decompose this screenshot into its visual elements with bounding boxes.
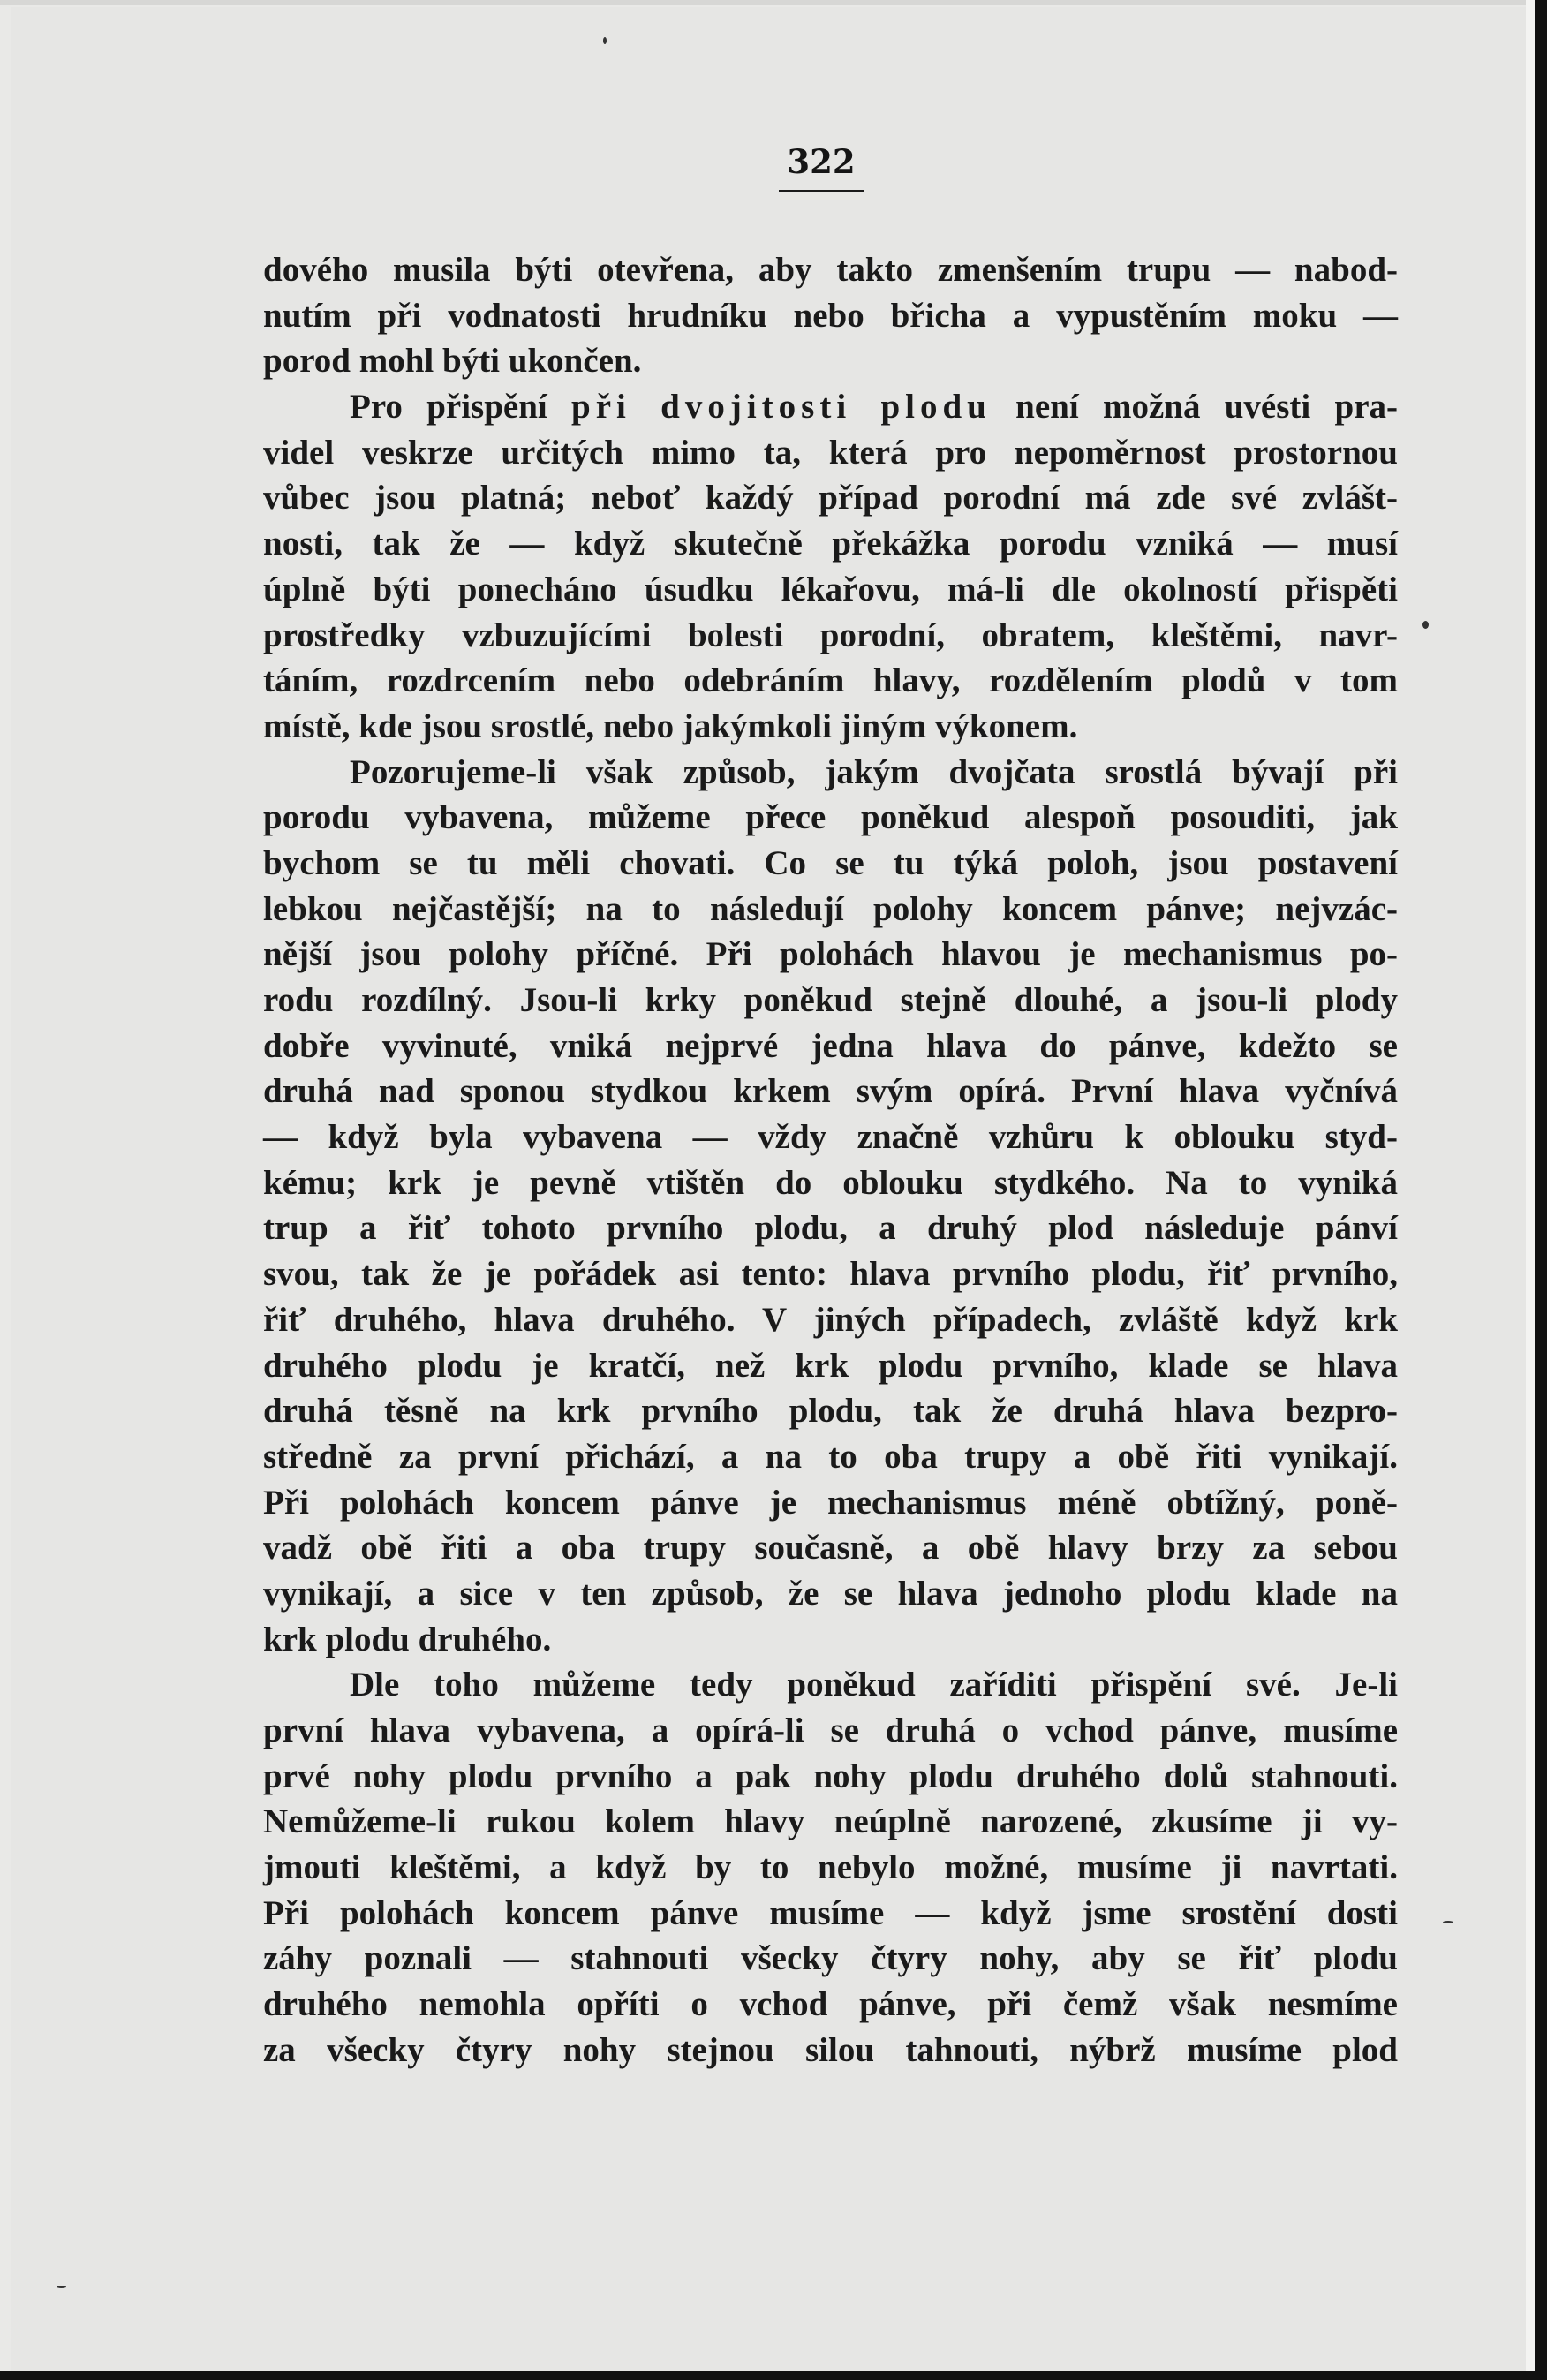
scan-edge-right — [1535, 0, 1547, 2380]
body-text — [263, 247, 1398, 2074]
text-line: první hlava vybavena, a opírá-li se druhá o vchod pánve, musíme — [263, 1711, 1398, 1749]
text-line: jmouti kleštěmi, a když by to nebylo možné, musíme ji navrtati. — [263, 1848, 1398, 1887]
text-line: dobře vyvinuté, vniká nejprvé jedna hlava do pánve, kdežto se — [263, 1026, 1398, 1065]
text-line: lebkou nejčastější; na to následují polohy koncem pánve; nejvzác- — [263, 889, 1398, 928]
page-number: 322 — [787, 142, 856, 181]
scan-edge-right-gap — [1526, 0, 1535, 2380]
text-line: svou, tak že je pořádek asi tento: hlava prvního plodu, řiť prvního, — [263, 1255, 1398, 1294]
text-line: úplně býti ponecháno úsudku lékařovu, má-li dle okolností přispěti — [263, 570, 1398, 608]
text-line: krk plodu druhého. — [263, 1620, 552, 1658]
text-line: druhého nemohla opříti o vchod pánve, při čemž však nesmíme — [263, 1985, 1398, 2024]
text-line: bychom se tu měli chovati. Co se tu týká poloh, jsou postavení — [263, 843, 1398, 882]
text-segment: není možná uvésti pra- — [991, 388, 1398, 427]
text-line: táním, rozdrcením nebo odebráním hlavy, rozdělením plodů v tom — [263, 661, 1398, 700]
scan-speck — [57, 2286, 66, 2288]
scan-edge-bottom — [0, 2371, 1547, 2380]
scan-speck — [1443, 1921, 1453, 1923]
spaced-emphasis: při dvojitosti plodu — [571, 388, 992, 427]
text-line: nější jsou polohy příčné. Při polohách hlavou je mechanismus po- — [263, 935, 1398, 974]
text-line: druhá těsně na krk prvního plodu, tak že druhá hlava bezpro- — [263, 1392, 1398, 1431]
scan-speck — [603, 37, 607, 44]
scan-edge-top — [0, 0, 1547, 5]
text-line: místě, kde jsou srostlé, nebo jakýmkoli jiným výkonem. — [263, 706, 1078, 745]
text-line: Při polohách koncem pánve musíme — když jsme srostění dosti — [263, 1893, 1398, 1932]
text-line: vynikají, a sice v ten způsob, že se hlava jednoho plodu klade na — [263, 1574, 1398, 1613]
text-segment: Pro přispění — [350, 388, 572, 427]
text-line: za všecky čtyry nohy stejnou silou tahnouti, nýbrž musíme plod — [263, 2030, 1398, 2069]
text-line: vadž obě řiti a oba trupy současně, a obě hlavy brzy za sebou — [263, 1529, 1398, 1568]
text-line: kému; krk je pevně vtištěn do oblouku stydkého. Na to vyniká — [263, 1163, 1398, 1202]
text-line: videl veskrze určitých mimo ta, která pro nepoměrnost prostornou — [263, 433, 1398, 472]
text-line: středně za první přichází, a na to oba trupy a obě řiti vynikají. — [263, 1437, 1398, 1476]
text-line: Pozorujeme-li však způsob, jakým dvojčata srostlá bývají při — [350, 752, 1398, 791]
text-line: porodu vybavena, můžeme přece poněkud alespoň posouditi, jak — [263, 798, 1398, 837]
text-line: Při polohách koncem pánve je mechanismus méně obtížný, poně- — [263, 1483, 1398, 1522]
text-line: nutím při vodnatosti hrudníku nebo břicha a vypustěním moku — — [263, 296, 1398, 335]
scan-speck — [1422, 621, 1429, 629]
text-line: druhého plodu je kratčí, než krk plodu prvního, klade se hlava — [263, 1346, 1398, 1385]
text-line: rodu rozdílný. Jsou-li krky poněkud stejně dlouhé, a jsou-li plody — [263, 981, 1398, 1019]
text-line: prvé nohy plodu prvního a pak nohy plodu druhého dolů stahnouti. — [263, 1757, 1398, 1795]
text-line: — když byla vybavena — vždy značně vzhůru k oblouku styd- — [263, 1118, 1398, 1157]
page-number-rule — [779, 190, 864, 192]
text-line: Nemůžeme-li rukou kolem hlavy neúplně narozené, zkusíme ji vy- — [263, 1802, 1398, 1841]
text-line: prostředky vzbuzujícími bolesti porodní, obratem, kleštěmi, navr- — [263, 616, 1398, 654]
text-line: záhy poznali — stahnouti všecky čtyry nohy, aby se řiť plodu — [263, 1939, 1398, 1978]
text-line: trup a řiť tohoto prvního plodu, a druhý plod následuje pánví — [263, 1209, 1398, 1248]
text-line: vůbec jsou platná; neboť každý případ porodní má zde své zvlášt- — [263, 479, 1398, 518]
text-line: řiť druhého, hlava druhého. V jiných případech, zvláště když krk — [263, 1300, 1398, 1339]
text-line — [263, 384, 1398, 430]
text-line: dového musila býti otevřena, aby takto zmenšením trupu — nabod- — [263, 251, 1398, 289]
text-line: porod mohl býti ukončen. — [263, 342, 642, 381]
text-line: Dle toho můžeme tedy poněkud zaříditi přispění své. Je-li — [350, 1666, 1398, 1704]
text-line: druhá nad sponou stydkou krkem svým opírá. První hlava vyčnívá — [263, 1072, 1398, 1111]
text-line: nosti, tak že — když skutečně překážka porodu vzniká — musí — [263, 525, 1398, 563]
